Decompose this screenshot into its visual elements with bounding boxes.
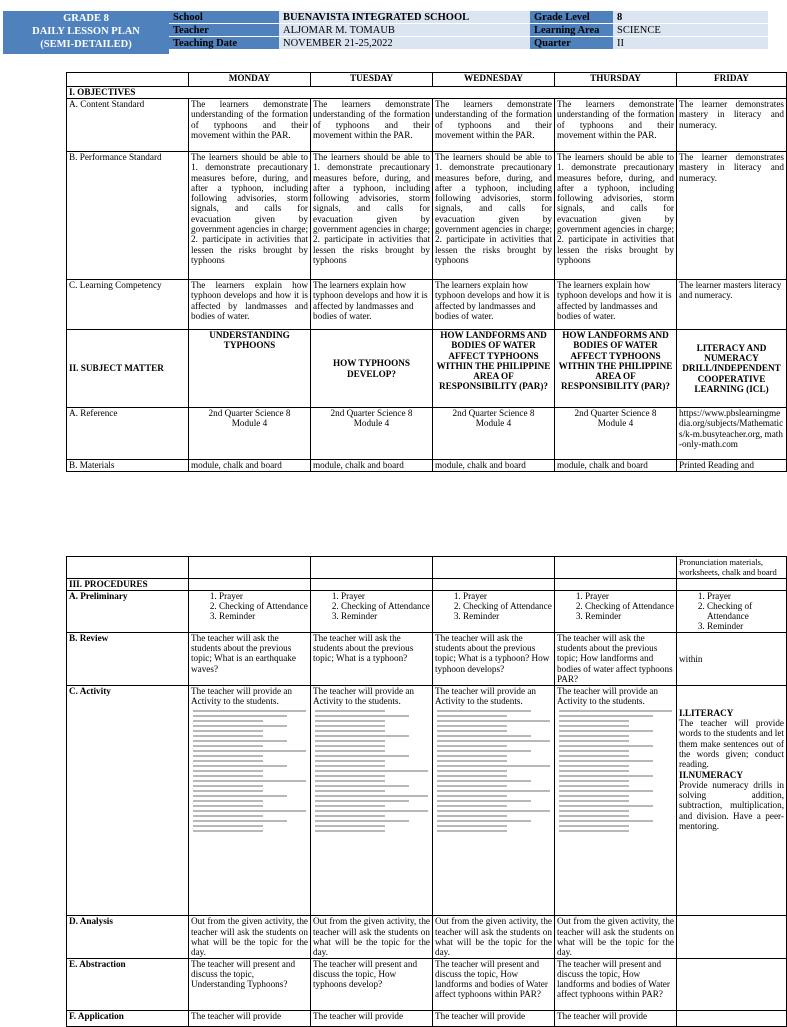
day-header-monday: MONDAY xyxy=(189,73,311,87)
reference-label: A. Reference xyxy=(67,408,189,460)
activity-mon-text: The teacher will provide an Activity to the students. xyxy=(191,685,293,707)
reference-mon xyxy=(189,408,311,460)
reference-thu-line1: 2nd Quarter Science 8 xyxy=(574,408,657,418)
worksheet-thumbnail-mon xyxy=(191,710,308,915)
lesson-plan-header xyxy=(0,11,768,53)
learning-competency-wed: The learners explain how typhoon develops and how it is affected by landmasses and bodies of water. xyxy=(433,280,555,330)
abstraction-thu: The teacher will present and discuss the topic, How landforms and bodies of Water affect typhoons within PAR? xyxy=(555,958,677,1010)
reminder-item: 3. Reminder xyxy=(707,621,784,631)
learning-area-label: Learning Area xyxy=(530,24,613,37)
materials-wed: module, chalk and board xyxy=(433,460,555,472)
performance-standard-thu: The learners should be able to 1. demonstrate precautionary measures before, during, and after a typhoon, including following advisories, storm signals, and calls for evacuation given by government agencies in charge; 2. participate in activities that lessen the risks brought by typhoons xyxy=(555,152,677,280)
abstraction-label: E. Abstraction xyxy=(67,958,189,1010)
day-header-tuesday: TUESDAY xyxy=(311,73,433,87)
proc-empty-5 xyxy=(555,557,677,579)
content-standard-tue: The learners demonstrate understanding of the formation of typhoons and their movement within the PAR. xyxy=(311,99,433,152)
prayer-item: 1. Prayer xyxy=(341,591,430,601)
teacher-value: ALJOMAR M. TOMAUB xyxy=(279,24,530,37)
performance-standard-mon: The learners should be able to 1. demonstrate precautionary measures before, during, and after a typhoon, including following advisories, storm signals, and calls for evacuation given by government agencies in charge; 2. participate in activities that lessen the risks brought by typhoons xyxy=(189,152,311,280)
learning-competency-mon: The learners explain how typhoon develops and how it is affected by landmasses and bodies of water. xyxy=(189,280,311,330)
activity-tue-text: The teacher will provide an Activity to the students. xyxy=(313,685,415,707)
literacy-heading: I.LITERACY xyxy=(679,707,734,718)
day-header-wednesday: WEDNESDAY xyxy=(433,73,555,87)
activity-tue xyxy=(311,685,433,916)
reference-mon-line1: 2nd Quarter Science 8 xyxy=(208,408,291,418)
day-header-thursday: THURSDAY xyxy=(555,73,677,87)
attendance-item: 2. Checking of Attendance xyxy=(585,601,674,611)
performance-standard-label: B. Performance Standard xyxy=(67,152,189,280)
attendance-item: 2. Checking of Attendance xyxy=(219,601,308,611)
numeracy-text: Provide numeracy drills in solving addition, subtraction, multiplication, and division. Have a peer-mentoring. xyxy=(679,779,784,832)
learning-competency-fri: The learner masters literacy and numeracy. xyxy=(677,280,787,330)
performance-standard-wed: The learners should be able to 1. demonstrate precautionary measures before, during, and after a typhoon, including following advisories, storm signals, and calls for evacuation given by government agencies in charge; 2. participate in activities that lessen the risks brought by typhoons xyxy=(433,152,555,280)
application-fri xyxy=(677,1010,787,1026)
day-header-friday: FRIDAY xyxy=(677,73,787,87)
materials-fri-continued: Pronunciation materials, worksheets, chalk and board xyxy=(677,557,787,579)
materials-tue: module, chalk and board xyxy=(311,460,433,472)
corner-cell xyxy=(67,73,189,87)
content-standard-thu: The learners demonstrate understanding of the formation of typhoons and their movement within the PAR. xyxy=(555,99,677,152)
header-title-grade: GRADE 8 xyxy=(63,13,109,24)
header-title-type: (SEMI-DETAILED) xyxy=(40,39,132,50)
reference-wed-line1: 2nd Quarter Science 8 xyxy=(452,408,535,418)
performance-standard-fri: The learner demonstrates mastery in literacy and numeracy. xyxy=(677,152,787,280)
analysis-label: D. Analysis xyxy=(67,916,189,958)
review-fri: within xyxy=(677,632,787,685)
prayer-item: 1. Prayer xyxy=(463,591,552,601)
school-value: BUENAVISTA INTEGRATED SCHOOL xyxy=(279,11,530,24)
review-wed: The teacher will ask the students about the previous topic; What is a typhoon? How typhoon develops? xyxy=(433,632,555,685)
activity-thu xyxy=(555,685,677,916)
reference-wed-line2: Module 4 xyxy=(475,418,512,429)
reference-tue-line1: 2nd Quarter Science 8 xyxy=(330,408,413,418)
worksheet-thumbnail-wed xyxy=(435,710,552,915)
grade-level-label: Grade Level xyxy=(530,11,613,24)
header-title-block xyxy=(3,11,169,54)
numeracy-heading: II.NUMERACY xyxy=(679,769,744,780)
attendance-item: 2. Checking of Attendance xyxy=(463,601,552,611)
quarter-label: Quarter xyxy=(530,37,613,50)
materials-fri: Printed Reading and xyxy=(677,460,787,472)
proc-empty-4 xyxy=(433,557,555,579)
abstraction-fri xyxy=(677,958,787,1010)
learning-competency-tue: The learners explain how typhoon develops and how it is affected by landmasses and bodies of water. xyxy=(311,280,433,330)
subject-matter-heading: II. SUBJECT MATTER xyxy=(67,330,189,408)
reference-fri: https://www.pbslearningmedia.org/subjects/Mathematics/k-m.busyteacher.org, math-only-math.com xyxy=(677,408,787,460)
learning-area-value: SCIENCE xyxy=(613,24,768,37)
preliminary-fri xyxy=(677,590,787,632)
reference-mon-line2: Module 4 xyxy=(231,418,268,429)
abstraction-tue: The teacher will present and discuss the topic, How typhoons develop? xyxy=(311,958,433,1010)
literacy-text: The teacher will provide words to the students and let them make sentences out of the words given; conduct reading. xyxy=(679,718,784,770)
analysis-thu: Out from the given activity, the teacher will ask the students on what will be the topic for the day. xyxy=(555,916,677,958)
proc-empty-3 xyxy=(311,557,433,579)
activity-thu-text: The teacher will provide an Activity to the students. xyxy=(557,685,659,707)
reminder-item: 3. Reminder xyxy=(463,611,552,621)
activity-fri xyxy=(677,685,787,916)
reminder-item: 3. Reminder xyxy=(585,611,674,621)
review-mon: The teacher will ask the students about the previous topic; What is an earthquake waves? xyxy=(189,632,311,685)
preliminary-mon xyxy=(189,590,311,632)
reference-thu xyxy=(555,408,677,460)
subject-mon: UNDERSTANDING TYPHOONS xyxy=(189,330,311,408)
proc-head-blank-3 xyxy=(433,578,555,590)
analysis-tue: Out from the given activity, the teacher will ask the students on what will be the topic for the day. xyxy=(311,916,433,958)
worksheet-thumbnail-thu xyxy=(557,710,674,915)
prayer-item: 1. Prayer xyxy=(585,591,674,601)
review-tue: The teacher will ask the students about the previous topic; What is a typhoon? xyxy=(311,632,433,685)
application-mon: The teacher will provide xyxy=(189,1010,311,1026)
preliminary-wed xyxy=(433,590,555,632)
application-wed: The teacher will provide xyxy=(433,1010,555,1026)
content-standard-wed: The learners demonstrate understanding of the formation of typhoons and their movement within the PAR. xyxy=(433,99,555,152)
preliminary-label: A. Preliminary xyxy=(67,590,189,632)
reference-tue xyxy=(311,408,433,460)
reference-tue-line2: Module 4 xyxy=(353,418,390,429)
abstraction-wed: The teacher will present and discuss the topic, How landforms and bodies of Water affect typhoons within PAR? xyxy=(433,958,555,1010)
abstraction-mon: The teacher will present and discuss the topic, Understanding Typhoons? xyxy=(189,958,311,1010)
proc-empty-2 xyxy=(189,557,311,579)
review-label: B. Review xyxy=(67,632,189,685)
proc-head-blank-4 xyxy=(555,578,677,590)
proc-empty-1 xyxy=(67,557,189,579)
proc-head-blank-1 xyxy=(189,578,311,590)
reminder-item: 3. Reminder xyxy=(341,611,430,621)
grade-level-value: 8 xyxy=(613,11,768,24)
preliminary-tue xyxy=(311,590,433,632)
prayer-item: 1. Prayer xyxy=(707,591,784,601)
reference-thu-line2: Module 4 xyxy=(597,418,634,429)
objectives-heading: I. OBJECTIVES xyxy=(67,87,787,99)
application-label: F. Application xyxy=(67,1010,189,1026)
subject-thu: HOW LANDFORMS AND BODIES OF WATER AFFECT TYPHOONS WITHIN THE PHILIPPINE AREA OF RESPONSIBILITY (PAR)? xyxy=(555,330,677,408)
procedures-table xyxy=(66,556,787,1027)
materials-thu: module, chalk and board xyxy=(555,460,677,472)
application-thu: The teacher will provide xyxy=(555,1010,677,1026)
objectives-table xyxy=(66,72,787,472)
activity-mon xyxy=(189,685,311,916)
header-title-dlp: DAILY LESSON PLAN xyxy=(32,26,140,37)
activity-label: C. Activity xyxy=(67,685,189,916)
materials-label: B. Materials xyxy=(67,460,189,472)
teaching-date-value: NOVEMBER 21-25,2022 xyxy=(279,37,530,50)
learning-competency-thu: The learners explain how typhoon develops and how it is affected by landmasses and bodies of water. xyxy=(555,280,677,330)
content-standard-label: A. Content Standard xyxy=(67,99,189,152)
content-standard-mon: The learners demonstrate understanding of the formation of typhoons and their movement within the PAR. xyxy=(189,99,311,152)
learning-competency-label: C. Learning Competency xyxy=(67,280,189,330)
application-tue: The teacher will provide xyxy=(311,1010,433,1026)
subject-tue: HOW TYPHOONS DEVELOP? xyxy=(311,330,433,408)
materials-mon: module, chalk and board xyxy=(189,460,311,472)
activity-wed xyxy=(433,685,555,916)
subject-fri: LITERACY AND NUMERACY DRILL/INDEPENDENT COOPERATIVE LEARNING (ICL) xyxy=(677,330,787,408)
school-label: School xyxy=(169,11,279,24)
attendance-item: 2. Checking of Attendance xyxy=(707,601,784,622)
proc-head-blank-2 xyxy=(311,578,433,590)
review-thu: The teacher will ask the students about the previous topic; How landforms and bodies of water affect typhoons PAR? xyxy=(555,632,677,685)
reminder-item: 3. Reminder xyxy=(219,611,308,621)
content-standard-fri: The learner demonstrates mastery in literacy and numeracy. xyxy=(677,99,787,152)
performance-standard-tue: The learners should be able to 1. demonstrate precautionary measures before, during, and after a typhoon, including following advisories, storm signals, and calls for evacuation given by government agencies in charge; 2. participate in activities that lessen the risks brought by typhoons xyxy=(311,152,433,280)
analysis-mon: Out from the given activity, the teacher will ask the students on what will be the topic for the day. xyxy=(189,916,311,958)
prayer-item: 1. Prayer xyxy=(219,591,308,601)
analysis-wed: Out from the given activity, the teacher will ask the students on what will be the topic for the day. xyxy=(433,916,555,958)
activity-wed-text: The teacher will provide an Activity to the students. xyxy=(435,685,537,707)
procedures-heading: III. PROCEDURES xyxy=(67,578,189,590)
analysis-fri xyxy=(677,916,787,958)
teaching-date-label: Teaching Date xyxy=(169,37,279,50)
teacher-label: Teacher xyxy=(169,24,279,37)
subject-wed: HOW LANDFORMS AND BODIES OF WATER AFFECT TYPHOONS WITHIN THE PHILIPPINE AREA OF RESPONSIBILITY (PAR)? xyxy=(433,330,555,408)
reference-wed xyxy=(433,408,555,460)
worksheet-thumbnail-tue xyxy=(313,710,430,915)
attendance-item: 2. Checking of Attendance xyxy=(341,601,430,611)
proc-head-blank-5 xyxy=(677,578,787,590)
preliminary-thu xyxy=(555,590,677,632)
quarter-value: II xyxy=(613,37,768,50)
